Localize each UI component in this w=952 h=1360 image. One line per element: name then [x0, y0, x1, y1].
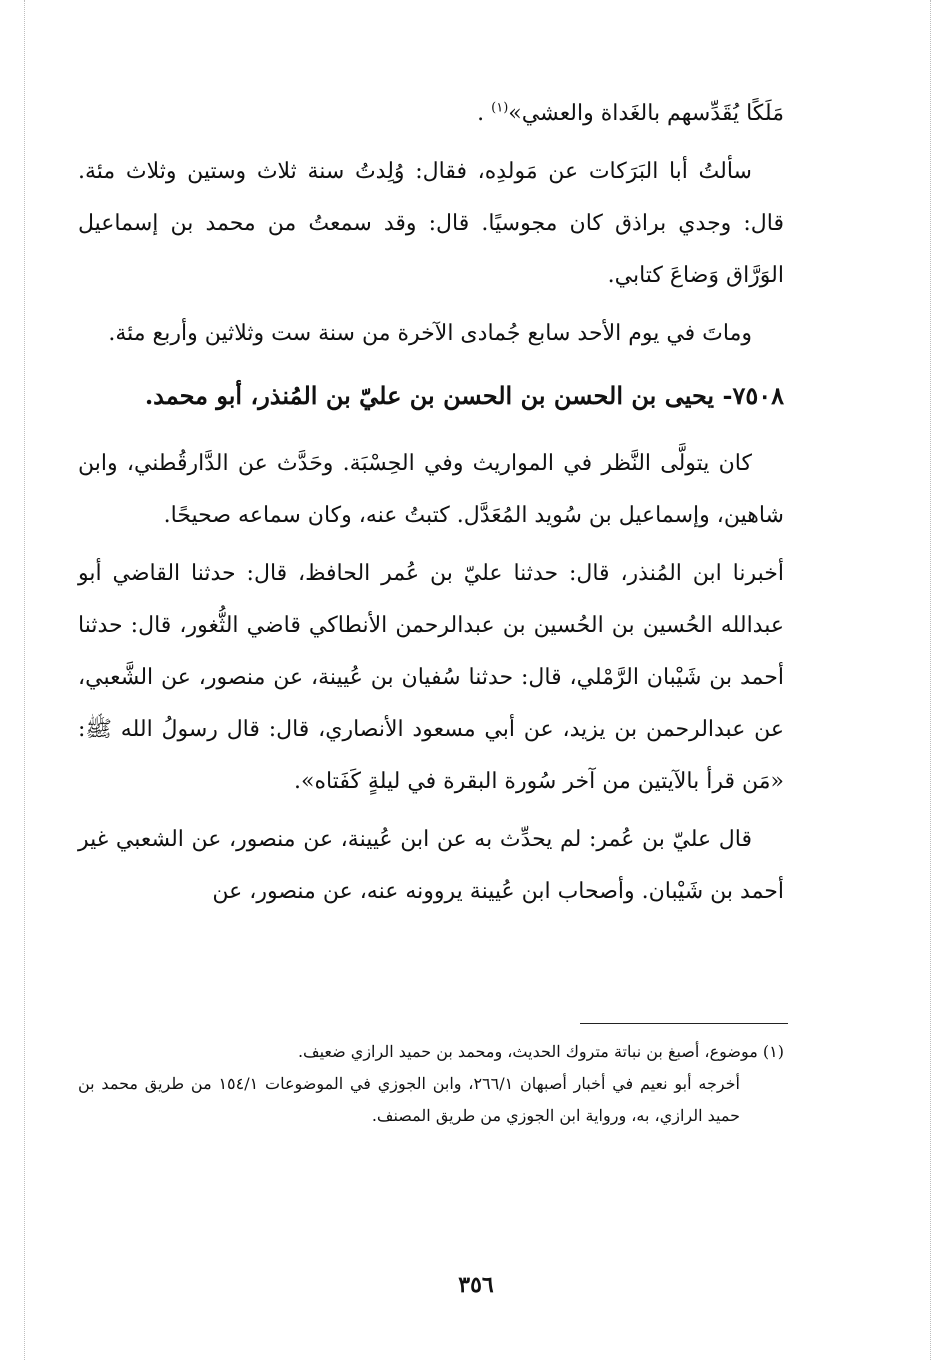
paragraph-tail: .	[477, 101, 492, 126]
footnote-reference: (١)	[491, 100, 509, 116]
paragraph-bio: كان يتولَّى النَّظر في المواريث وفي الحِسْبَة. وحَدَّث عن الدَّارقُطني، وابن شاهين، وإسماعيل بن سُويد المُعَدَّل. كتبتُ عنه، وكان سماعه صحيحًا.	[78, 451, 784, 528]
footnote-1	[78, 1036, 784, 1068]
footnote-text: أخرجه أبو نعيم في أخبار أصبهان ٢٦٦/١، وابن الجوزي في الموضوعات ١٥٤/١ من طريق محمد بن حميد الرازي، به، ورواية ابن الجوزي من طريق المصنف.	[78, 1074, 741, 1125]
scan-edge-right	[930, 0, 931, 1360]
paragraph-continuation	[78, 88, 784, 140]
main-text	[78, 88, 784, 924]
footnote-separator	[580, 1023, 788, 1024]
footnotes	[78, 1036, 784, 1132]
footnote-1-continuation	[78, 1068, 784, 1132]
page-number: ٣٥٦	[458, 1272, 494, 1298]
paragraph-isnad: أخبرنا ابن المُنذر، قال: حدثنا عليّ بن عُمر الحافظ، قال: حدثنا القاضي أبو عبدالله الحُسين بن الحُسين بن عبدالرحمن الأنطاكي قاضي الثُّغور، قال: حدثنا أحمد بن شَيْبان الرَّمْلي، قال: حدثنا سُفيان بن عُيينة، عن منصور، عن الشَّعبي، عن عبدالرحمن بن يزيد، عن أبي مسعود الأنصاري، قال: قال رسولُ الله ﷺ: «مَن قرأ بالآيتين من آخر سُورة البقرة في ليلةٍ كَفَتاه».	[78, 561, 784, 794]
footnote-text: موضوع، أصبغ بن نباتة متروك الحديث، ومحمد بن حميد الرازي ضعيف.	[297, 1042, 758, 1061]
entry-heading: ٧٥٠٨- يحيى بن الحسن بن الحسن بن عليّ بن المُنذر، أبو محمد.	[144, 381, 784, 410]
paragraph-text: مَلَكًا يُقَدِّسهم بالغَداة والعشي»	[508, 101, 784, 126]
paragraph-death: وماتَ في يوم الأحد سابع جُمادى الآخرة من سنة ست وثلاثين وأربع مئة.	[108, 321, 752, 346]
paragraph-comment: قال عليّ بن عُمر: لم يحدِّث به عن ابن عُيينة، عن منصور، عن الشعبي غير أحمد بن شَيْبان. وأصحاب ابن عُيينة يروونه عنه، عن منصور، عن	[78, 827, 784, 904]
scan-edge-left	[24, 0, 25, 1360]
footnote-number: (١)	[762, 1042, 784, 1061]
paragraph-birth: سألتُ أبا البَرَكات عن مَولدِه، فقال: وُلِدتُ سنة ثلاث وستين وثلاث مئة. قال: وجدي براذق كان مجوسيًا. قال: وقد سمعتُ من محمد بن إسماعيل الوَرَّاق وَضاعَ كتابي.	[78, 159, 784, 288]
